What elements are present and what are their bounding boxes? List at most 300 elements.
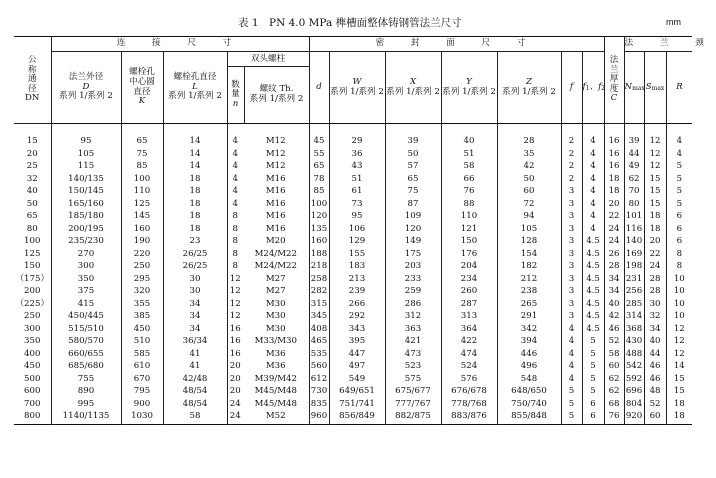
cell-W: 649/651: [329, 386, 385, 399]
header-group-neck: 法 兰 颈: [624, 37, 692, 52]
cell-Nmax: 488: [624, 349, 644, 362]
cell-W: 292: [329, 311, 385, 324]
cell-d: 612: [309, 374, 329, 387]
cell-X: 87: [385, 199, 441, 212]
cell-dn: 800: [14, 411, 51, 424]
cell-W: 751/741: [329, 399, 385, 412]
cell-dn: 300: [14, 324, 51, 337]
table-row: [14, 311, 692, 324]
cell-d: 45: [309, 124, 329, 149]
cell-dn: 40: [14, 186, 51, 199]
cell-f12: 4.5: [582, 249, 604, 262]
header-d: d: [309, 52, 329, 124]
cell-f: 3: [561, 211, 582, 224]
cell-Th: M16: [243, 224, 309, 237]
cell-L: 18: [163, 186, 227, 199]
cell-R: 5: [676, 186, 683, 197]
cell-K: 795: [121, 386, 163, 399]
cell-D: 115: [51, 161, 121, 174]
cell-f: 5: [561, 399, 582, 412]
cell-Th: M27: [243, 286, 309, 299]
cell-R: 10: [673, 273, 685, 284]
cell-Nmax: 542: [624, 361, 644, 374]
cell-X: 286: [385, 299, 441, 312]
cell-R: 5: [676, 173, 683, 184]
cell-Z: 50: [497, 174, 561, 187]
cell-Smax: 40: [644, 336, 666, 349]
cell-R: 15: [673, 373, 685, 384]
cell-f: 4: [561, 349, 582, 362]
cell-Nmax: 80: [624, 199, 644, 212]
cell-X: 363: [385, 324, 441, 337]
cell-D: 105: [51, 149, 121, 162]
table-row: [14, 186, 692, 199]
cell-C: 60: [604, 361, 624, 374]
cell-K: 355: [121, 299, 163, 312]
cell-L: 14: [163, 124, 227, 149]
cell-Th: M16: [243, 186, 309, 199]
cell-Z: 212: [497, 274, 561, 287]
cell-Z: 238: [497, 286, 561, 299]
cell-Th: M12: [243, 149, 309, 162]
cell-d: 835: [309, 399, 329, 412]
cell-W: 856/849: [329, 411, 385, 424]
cell-n: 8: [232, 236, 238, 247]
cell-L: 18: [163, 199, 227, 212]
cell-f12: 5: [582, 349, 604, 362]
cell-R: 6: [676, 211, 683, 222]
cell-f: 4: [561, 324, 582, 337]
cell-d: 120: [309, 211, 329, 224]
cell-f: 5: [561, 411, 582, 424]
cell-f: 2: [561, 149, 582, 162]
cell-dn: 400: [14, 349, 51, 362]
cell-W: 36: [329, 149, 385, 162]
cell-Smax: 60: [644, 411, 666, 424]
cell-d: 55: [309, 149, 329, 162]
cell-dn: 25: [14, 161, 51, 174]
table-body: [14, 124, 692, 425]
cell-R: 6: [676, 223, 683, 234]
cell-Nmax: 430: [624, 336, 644, 349]
unit-label: mm: [666, 17, 681, 27]
cell-Z: 35: [497, 149, 561, 162]
cell-L: 14: [163, 161, 227, 174]
cell-Nmax: 49: [624, 161, 644, 174]
cell-C: 24: [604, 236, 624, 249]
cell-Smax: 46: [644, 374, 666, 387]
cell-W: 95: [329, 211, 385, 224]
cell-Nmax: 198: [624, 261, 644, 274]
cell-f: 3: [561, 236, 582, 249]
table-title: 表 1 PN 4.0 MPa 榫槽面整体铸钢管法兰尺寸: [238, 17, 462, 29]
header-L: 螺栓孔直径 L 系列 1/系列 2: [163, 52, 227, 124]
cell-K: 450: [121, 324, 163, 337]
cell-D: 140/135: [51, 174, 121, 187]
cell-D: 755: [51, 374, 121, 387]
cell-Z: 265: [497, 299, 561, 312]
cell-Y: 40: [441, 124, 497, 149]
cell-K: 320: [121, 286, 163, 299]
cell-L: 34: [163, 324, 227, 337]
cell-L: 26/25: [163, 249, 227, 262]
cell-Y: 110: [441, 211, 497, 224]
table-row: [14, 161, 692, 174]
cell-K: 1030: [121, 411, 163, 424]
header-Z: Z 系列 1/系列 2: [497, 52, 561, 124]
cell-f12: 4.5: [582, 324, 604, 337]
cell-K: 610: [121, 361, 163, 374]
cell-Nmax: 116: [624, 224, 644, 237]
cell-f12: 4: [582, 124, 604, 149]
header-stud-title: 双头螺柱: [228, 52, 309, 67]
cell-d: 218: [309, 261, 329, 274]
flange-dimension-table: [14, 36, 716, 425]
cell-f: 3: [561, 299, 582, 312]
cell-n: 8: [232, 248, 238, 259]
header-n: 数 量 n: [228, 67, 245, 123]
cell-f12: 4: [582, 199, 604, 212]
cell-f: 4: [561, 336, 582, 349]
cell-d: 188: [309, 249, 329, 262]
cell-Th: M30: [243, 324, 309, 337]
header-X: X 系列 1/系列 2: [385, 52, 441, 124]
cell-R: 18: [673, 398, 685, 409]
cell-Th: M45/M48: [243, 386, 309, 399]
header-f12: f1、f2: [582, 52, 604, 124]
cell-C: 16: [604, 161, 624, 174]
cell-D: 300: [51, 261, 121, 274]
cell-R: 10: [673, 298, 685, 309]
cell-D: 450/445: [51, 311, 121, 324]
cell-X: 473: [385, 349, 441, 362]
cell-dn: 700: [14, 399, 51, 412]
cell-d: 730: [309, 386, 329, 399]
cell-W: 549: [329, 374, 385, 387]
cell-d: 160: [309, 236, 329, 249]
cell-R: 8: [676, 248, 683, 259]
cell-n: 12: [229, 273, 241, 284]
header-thickness: 法 兰 厚 度 C: [604, 37, 624, 124]
cell-n: 12: [229, 286, 241, 297]
table-row: [14, 299, 692, 312]
cell-C: 18: [604, 186, 624, 199]
header-stud-group: [227, 52, 309, 124]
cell-Th: M36: [243, 349, 309, 362]
cell-d: 85: [309, 186, 329, 199]
cell-Smax: 44: [644, 349, 666, 362]
cell-Y: 176: [441, 249, 497, 262]
cell-Y: 364: [441, 324, 497, 337]
cell-Nmax: 62: [624, 174, 644, 187]
cell-D: 375: [51, 286, 121, 299]
cell-X: 75: [385, 186, 441, 199]
cell-Th: M16: [243, 174, 309, 187]
cell-C: 52: [604, 336, 624, 349]
table-row: [14, 211, 692, 224]
cell-Z: 548: [497, 374, 561, 387]
cell-Nmax: 804: [624, 399, 644, 412]
cell-f12: 6: [582, 411, 604, 424]
cell-f: 3: [561, 186, 582, 199]
cell-W: 43: [329, 161, 385, 174]
cell-Smax: 30: [644, 299, 666, 312]
cell-Smax: 12: [644, 161, 666, 174]
cell-Y: 88: [441, 199, 497, 212]
cell-L: 18: [163, 224, 227, 237]
header-R: R: [676, 81, 683, 92]
cell-C: 76: [604, 411, 624, 424]
cell-Th: M52: [243, 411, 309, 424]
cell-D: 515/510: [51, 324, 121, 337]
cell-Y: 204: [441, 261, 497, 274]
cell-dn: 50: [14, 199, 51, 212]
cell-n: 20: [229, 386, 241, 397]
cell-R: 12: [673, 336, 685, 347]
cell-f12: 4: [582, 186, 604, 199]
cell-D: 95: [51, 124, 121, 149]
cell-L: 34: [163, 311, 227, 324]
table-row: [14, 236, 692, 249]
cell-D: 165/160: [51, 199, 121, 212]
cell-R: 10: [673, 286, 685, 297]
cell-f12: 4.5: [582, 261, 604, 274]
cell-R: 12: [673, 348, 685, 359]
cell-Smax: 15: [644, 186, 666, 199]
cell-Nmax: 285: [624, 299, 644, 312]
cell-dn: 250: [14, 311, 51, 324]
cell-f12: 4: [582, 224, 604, 237]
cell-D: 415: [51, 299, 121, 312]
cell-W: 129: [329, 236, 385, 249]
cell-n: 16: [229, 323, 241, 334]
cell-Z: 291: [497, 311, 561, 324]
cell-W: 395: [329, 336, 385, 349]
cell-X: 675/677: [385, 386, 441, 399]
cell-n: 4: [232, 198, 238, 209]
cell-d: 282: [309, 286, 329, 299]
cell-W: 213: [329, 274, 385, 287]
cell-Z: 94: [497, 211, 561, 224]
cell-dn: 125: [14, 249, 51, 262]
cell-C: 22: [604, 211, 624, 224]
cell-C: 28: [604, 261, 624, 274]
cell-K: 160: [121, 224, 163, 237]
cell-f12: 5: [582, 374, 604, 387]
cell-K: 900: [121, 399, 163, 412]
cell-K: 585: [121, 349, 163, 362]
cell-n: 16: [229, 348, 241, 359]
cell-W: 61: [329, 186, 385, 199]
header-Th: 螺纹 Th. 系列 1/系列 2: [249, 84, 304, 104]
cell-Nmax: 368: [624, 324, 644, 337]
cell-Smax: 28: [644, 274, 666, 287]
cell-C: 68: [604, 399, 624, 412]
cell-Smax: 28: [644, 286, 666, 299]
cell-R: 5: [676, 198, 683, 209]
header-Nmax: Nmax: [624, 52, 644, 124]
cell-n: 20: [229, 361, 241, 372]
cell-Y: 260: [441, 286, 497, 299]
table-row: [14, 149, 692, 162]
cell-f12: 6: [582, 399, 604, 412]
cell-X: 39: [385, 124, 441, 149]
cell-n: 24: [229, 398, 241, 409]
cell-W: 73: [329, 199, 385, 212]
cell-D: 350: [51, 274, 121, 287]
cell-d: 465: [309, 336, 329, 349]
cell-Smax: 46: [644, 361, 666, 374]
table-row: [14, 249, 692, 262]
cell-Smax: 34: [644, 324, 666, 337]
cell-K: 110: [121, 186, 163, 199]
cell-X: 203: [385, 261, 441, 274]
cell-C: 40: [604, 299, 624, 312]
header-K: 螺栓孔 中心圆 直径 K: [121, 52, 163, 124]
cell-d: 345: [309, 311, 329, 324]
cell-W: 183: [329, 261, 385, 274]
cell-f12: 4: [582, 174, 604, 187]
cell-X: 421: [385, 336, 441, 349]
header-Smax: Smax: [644, 52, 666, 124]
cell-Smax: 20: [644, 236, 666, 249]
cell-f: 3: [561, 274, 582, 287]
cell-Nmax: 696: [624, 386, 644, 399]
cell-Th: M20: [243, 236, 309, 249]
cell-Th: M24/M22: [243, 249, 309, 262]
cell-Th: M27: [243, 274, 309, 287]
cell-Nmax: 169: [624, 249, 644, 262]
cell-Th: M36: [243, 361, 309, 374]
cell-f: 3: [561, 261, 582, 274]
cell-Y: 313: [441, 311, 497, 324]
header-group-seal: 密 封 面 尺 寸: [309, 37, 604, 52]
cell-d: 65: [309, 161, 329, 174]
cell-f: 3: [561, 199, 582, 212]
cell-Z: 648/650: [497, 386, 561, 399]
cell-f: 5: [561, 386, 582, 399]
table-row: [14, 399, 692, 412]
cell-d: 78: [309, 174, 329, 187]
cell-C: 34: [604, 274, 624, 287]
cell-R: 6: [676, 236, 683, 247]
cell-n: 20: [229, 373, 241, 384]
table-row: [14, 174, 692, 187]
table-row: [14, 324, 692, 337]
cell-L: 36/34: [163, 336, 227, 349]
cell-dn: 32: [14, 174, 51, 187]
cell-X: 65: [385, 174, 441, 187]
cell-L: 26/25: [163, 261, 227, 274]
cell-Th: M33/M30: [243, 336, 309, 349]
table-row: [14, 274, 692, 287]
cell-f12: 4: [582, 161, 604, 174]
cell-Nmax: 39: [624, 124, 644, 149]
cell-Smax: 12: [644, 124, 666, 149]
cell-f12: 5: [582, 386, 604, 399]
cell-Z: 154: [497, 249, 561, 262]
cell-dn: 150: [14, 261, 51, 274]
cell-f12: 4.5: [582, 236, 604, 249]
cell-Th: M12: [243, 161, 309, 174]
cell-W: 447: [329, 349, 385, 362]
cell-Nmax: 140: [624, 236, 644, 249]
cell-L: 41: [163, 349, 227, 362]
cell-C: 58: [604, 349, 624, 362]
cell-Z: 72: [497, 199, 561, 212]
cell-W: 29: [329, 124, 385, 149]
cell-L: 18: [163, 174, 227, 187]
cell-Z: 855/848: [497, 411, 561, 424]
cell-L: 48/54: [163, 386, 227, 399]
table-row: [14, 361, 692, 374]
cell-C: 26: [604, 249, 624, 262]
table-row: [14, 374, 692, 387]
cell-dn: 80: [14, 224, 51, 237]
cell-dn: 450: [14, 361, 51, 374]
table-header: [14, 37, 716, 124]
cell-C: 46: [604, 324, 624, 337]
cell-C: 24: [604, 224, 624, 237]
cell-d: 535: [309, 349, 329, 362]
cell-n: 12: [229, 311, 241, 322]
table-caption: [0, 15, 705, 31]
cell-Y: 576: [441, 374, 497, 387]
header-W: W 系列 1/系列 2: [329, 52, 385, 124]
cell-Y: 778/768: [441, 399, 497, 412]
cell-n: 8: [232, 223, 238, 234]
cell-Smax: 18: [644, 211, 666, 224]
cell-C: 18: [604, 174, 624, 187]
cell-d: 135: [309, 224, 329, 237]
cell-Y: 287: [441, 299, 497, 312]
cell-n: 16: [229, 336, 241, 347]
cell-d: 258: [309, 274, 329, 287]
cell-Z: 105: [497, 224, 561, 237]
cell-n: 8: [232, 211, 238, 222]
cell-Nmax: 256: [624, 286, 644, 299]
cell-W: 51: [329, 174, 385, 187]
cell-K: 75: [121, 149, 163, 162]
cell-K: 220: [121, 249, 163, 262]
cell-L: 34: [163, 299, 227, 312]
cell-f12: 4.5: [582, 274, 604, 287]
cell-D: 200/195: [51, 224, 121, 237]
cell-f: 3: [561, 286, 582, 299]
cell-C: 16: [604, 124, 624, 149]
cell-Smax: 52: [644, 399, 666, 412]
cell-Nmax: 920: [624, 411, 644, 424]
cell-Th: M30: [243, 311, 309, 324]
cell-n: 12: [229, 298, 241, 309]
cell-f12: 4.5: [582, 311, 604, 324]
cell-D: 1140/1135: [51, 411, 121, 424]
table-row: [14, 224, 692, 237]
table-row: [14, 124, 692, 149]
cell-X: 175: [385, 249, 441, 262]
cell-Smax: 48: [644, 386, 666, 399]
cell-K: 190: [121, 236, 163, 249]
cell-R: 10: [673, 311, 685, 322]
cell-D: 685/680: [51, 361, 121, 374]
cell-d: 960: [309, 411, 329, 424]
cell-X: 50: [385, 149, 441, 162]
cell-Z: 42: [497, 161, 561, 174]
cell-dn: 20: [14, 149, 51, 162]
cell-L: 48/54: [163, 399, 227, 412]
cell-Y: 474: [441, 349, 497, 362]
cell-C: 16: [604, 149, 624, 162]
